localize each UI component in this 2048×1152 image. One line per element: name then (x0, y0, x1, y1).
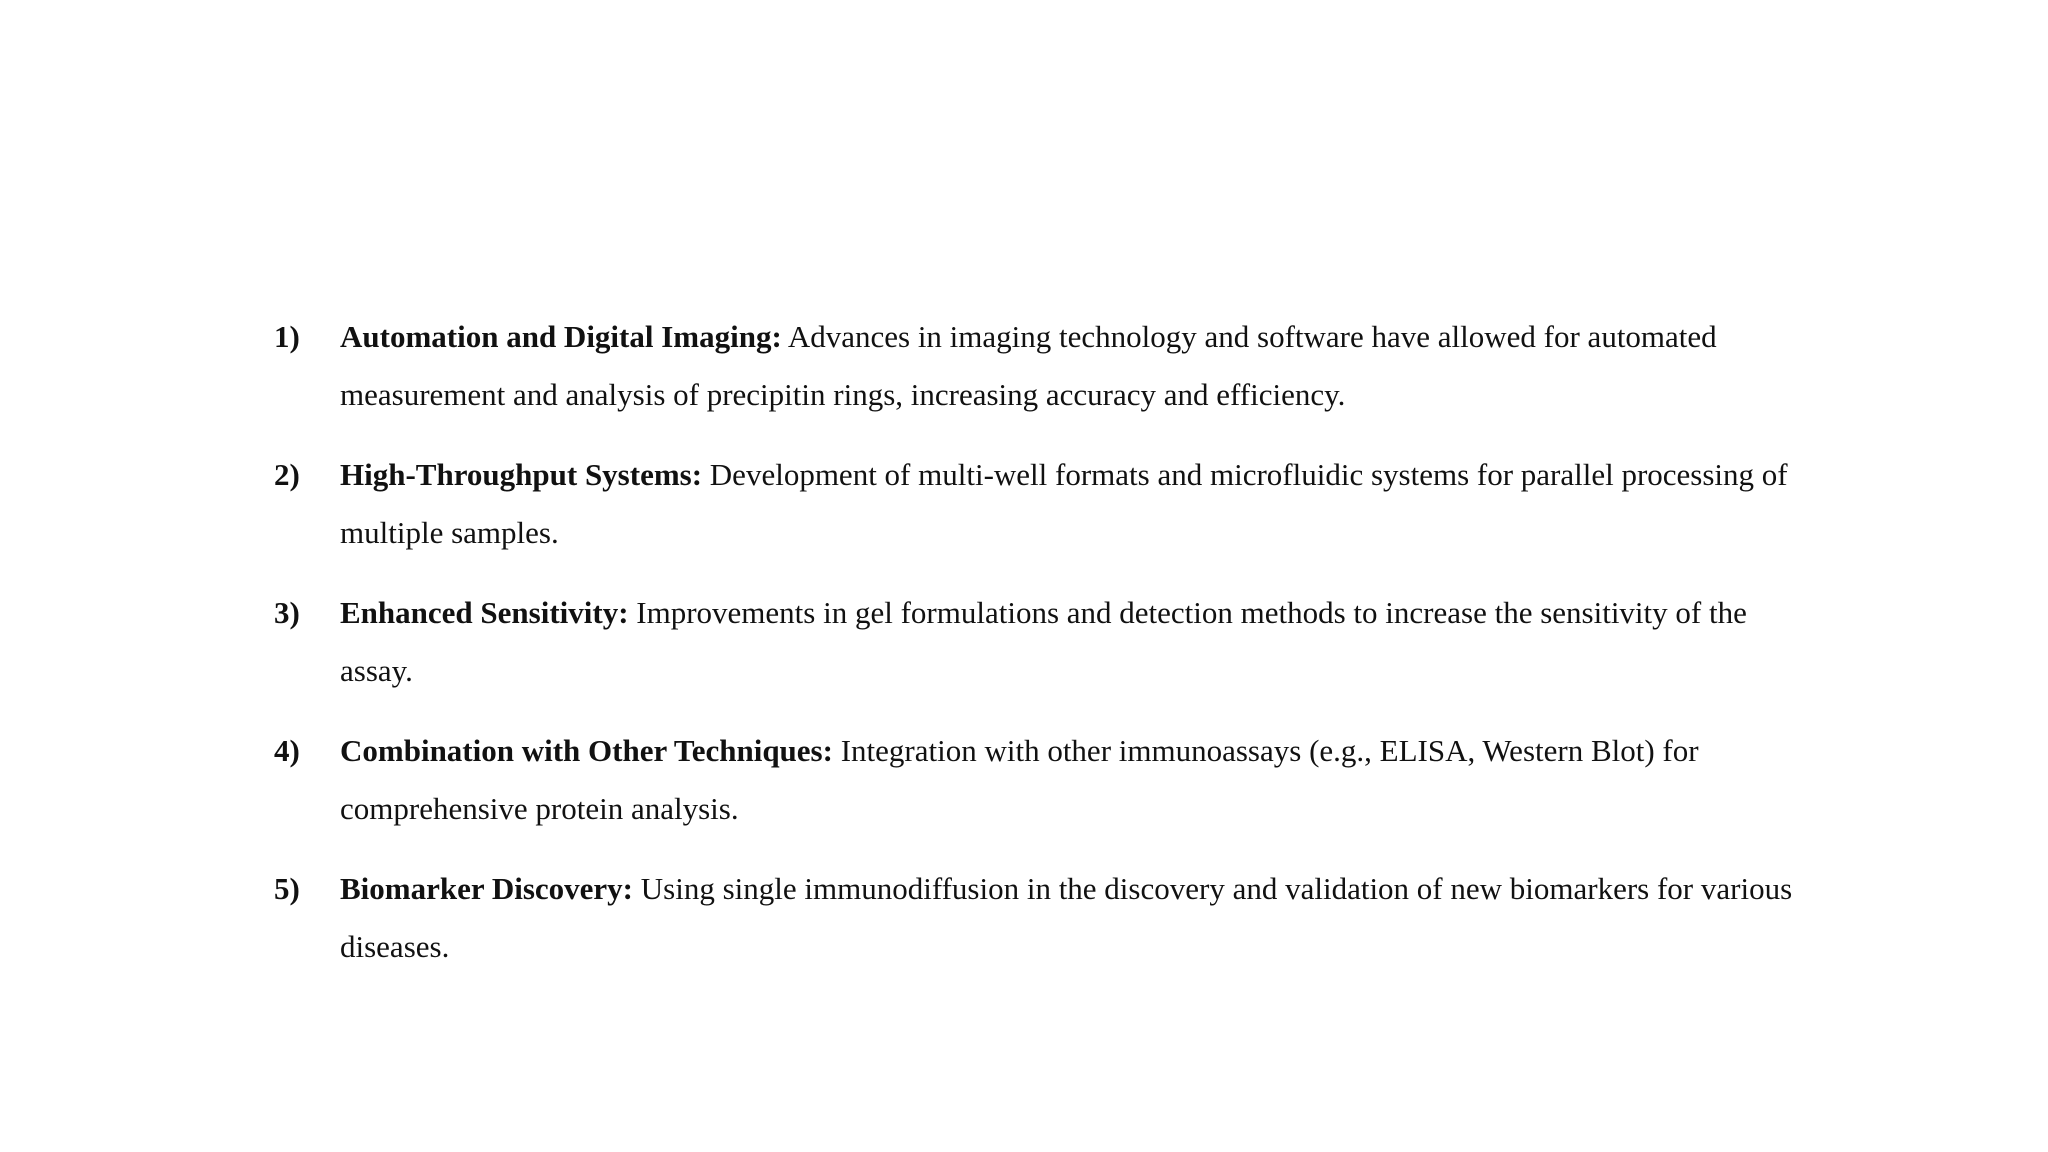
item-number: 2) (274, 457, 300, 492)
item-term: Enhanced Sensitivity: (340, 595, 629, 630)
item-number: 1) (274, 319, 300, 354)
list-item (274, 446, 1794, 562)
list-item (274, 860, 1794, 976)
item-term: Biomarker Discovery: (340, 871, 633, 906)
item-number: 5) (274, 871, 300, 906)
item-description: Development of multi-well formats and microfluidic systems for parallel processing of multiple samples. (340, 457, 1788, 550)
item-term: Automation and Digital Imaging: (340, 319, 782, 354)
item-description: Advances in imaging technology and software have allowed for automated measurement and analysis of precipitin rings, increasing accuracy and efficiency. (340, 319, 1717, 412)
item-number: 3) (274, 595, 300, 630)
list-item (274, 308, 1794, 424)
item-term: Combination with Other Techniques: (340, 733, 833, 768)
list-item (274, 584, 1794, 700)
numbered-list (274, 308, 1794, 998)
item-description: Using single immunodiffusion in the discovery and validation of new biomarkers for various diseases. (340, 871, 1793, 964)
item-number: 4) (274, 733, 300, 768)
item-description: Integration with other immunoassays (e.g., ELISA, Western Blot) for comprehensive protein analysis. (340, 733, 1699, 826)
item-description: Improvements in gel formulations and detection methods to increase the sensitivity of the assay. (340, 595, 1747, 688)
item-term: High-Throughput Systems: (340, 457, 703, 492)
list-item (274, 722, 1794, 838)
